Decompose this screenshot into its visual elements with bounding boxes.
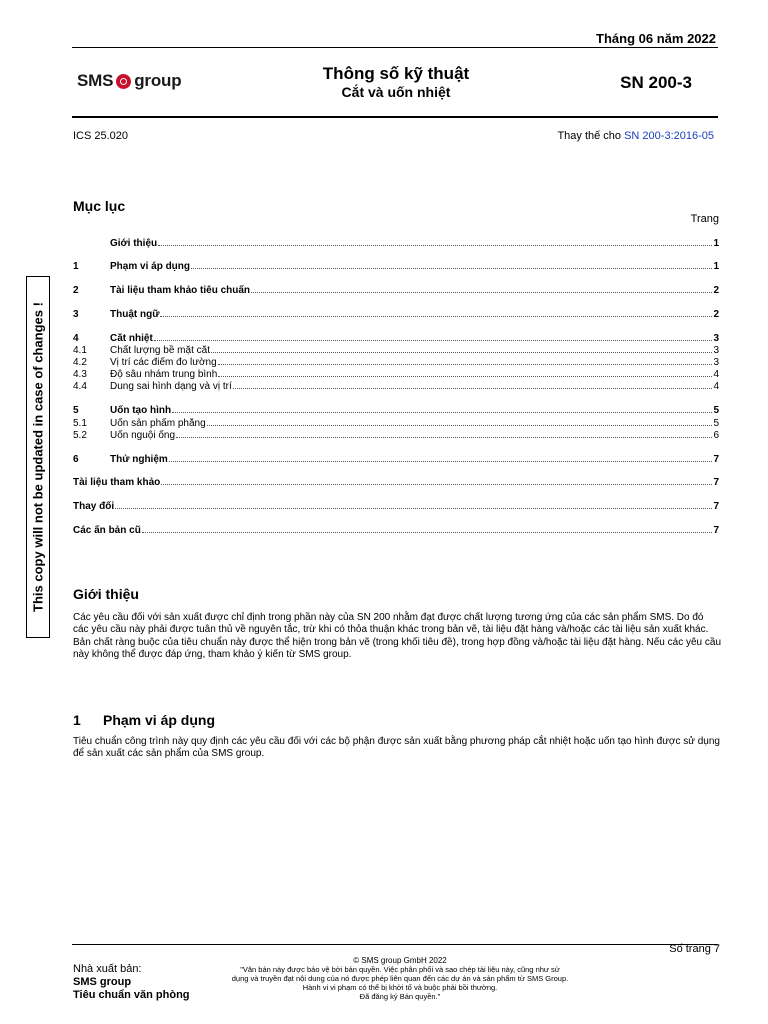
toc-entry-title: Giới thiệu	[110, 238, 158, 249]
logo-text-group: group	[134, 71, 182, 90]
toc-entry-page: 6	[713, 430, 719, 441]
logo-text-sms: SMS	[77, 71, 114, 90]
toc-entry-number: 4.2	[73, 357, 87, 368]
toc-leader	[161, 484, 712, 485]
toc-entry-title: Vị trí các điểm đo lường	[110, 357, 217, 368]
toc-leader	[154, 340, 713, 341]
toc-entry-title: Uốn tạo hình	[110, 405, 172, 416]
toc-entry-number: 5.2	[73, 430, 87, 441]
toc-entry-changes[interactable]	[73, 501, 719, 513]
copyright-line: Đã đăng ký Bản quyền."	[359, 992, 441, 1001]
page-count: Số trang 7	[669, 943, 720, 955]
toc-entry-page: 3	[713, 333, 719, 344]
publisher-block	[73, 963, 190, 1002]
toc-entry-page: 2	[713, 309, 719, 320]
toc-entry-page: 3	[713, 357, 719, 368]
sms-group-logo	[77, 71, 181, 91]
copyright-notice	[210, 956, 590, 1001]
toc-page-label: Trang	[690, 213, 719, 225]
toc-entry-number: 4.4	[73, 381, 87, 392]
toc-entry-page: 5	[713, 405, 719, 416]
toc-entry-title: Tài liệu tham khảo tiêu chuẩn	[110, 285, 251, 296]
toc-entry-4-3[interactable]	[73, 369, 719, 381]
toc-entry-number: 5	[73, 405, 79, 416]
toc-entry-page: 3	[713, 345, 719, 356]
toc-entry-page: 1	[713, 261, 719, 272]
toc-entry-title: Cắt nhiệt	[110, 333, 153, 344]
toc-entry-5-2[interactable]	[73, 430, 719, 442]
toc-leader	[176, 437, 712, 438]
toc-leader	[158, 245, 712, 246]
toc-entry-old-editions[interactable]	[73, 525, 719, 537]
ics-code: ICS 25.020	[73, 130, 129, 142]
toc-entry-page: 7	[713, 477, 719, 488]
replaces-link[interactable]: SN 200-3:2016-05	[624, 130, 714, 142]
toc-entry-title: Thuật ngữ	[110, 309, 160, 320]
toc-entry-5-1[interactable]	[73, 418, 719, 430]
toc-leader	[211, 352, 712, 353]
toc-entry-title: Dung sai hình dạng và vị trí	[110, 381, 232, 392]
toc-entry-page: 1	[713, 238, 719, 249]
section-1-paragraph: Tiêu chuẩn công trình này quy định các yêu cầu đối với các bộ phận được sản xuất bằng phương pháp cắt nhiệt hoặc uốn tạo hình được sử dụng để sản xuất các sản phẩm của SMS group.	[73, 736, 720, 760]
toc-leader	[251, 292, 712, 293]
toc-entry-4-2[interactable]	[73, 357, 719, 369]
copyright-line: "Văn bản này được bảo vệ bởi bản quyền. Việc phân phối và sao chép tài liệu này, cũng như sử	[240, 965, 560, 974]
toc-leader	[191, 268, 712, 269]
toc-entry-number: 4.1	[73, 345, 87, 356]
toc-leader	[160, 316, 712, 317]
toc-entry-number: 4	[73, 333, 79, 344]
copyright-line: Hành vi vi phạm có thể bị khởi tố và buộc phải bồi thường.	[302, 983, 498, 992]
toc-heading: Mục lục	[73, 198, 126, 214]
toc-entry-6[interactable]	[73, 454, 719, 466]
toc-entry-page: 4	[713, 369, 719, 380]
replaces-label: Thay thế cho	[557, 130, 622, 142]
toc-entry-title: Thử nghiệm	[110, 454, 168, 465]
toc-entry-title: Các ấn bản cũ	[73, 525, 141, 536]
intro-heading: Giới thiệu	[73, 586, 139, 602]
toc-entry-number: 5.1	[73, 418, 87, 429]
toc-entry-number: 1	[73, 261, 79, 272]
toc-entry-title: Phạm vi áp dụng	[110, 261, 191, 272]
toc-entry-3[interactable]	[73, 309, 719, 321]
section-1-number: 1	[73, 712, 81, 728]
side-notice-text: This copy will not be updated in case of changes !	[30, 302, 46, 612]
document-number: SN 200-3	[620, 73, 692, 92]
toc-entry-title: Uốn nguội ống	[110, 430, 176, 441]
toc-entry-page: 5	[713, 418, 719, 429]
document-subtitle: Cắt và uốn nhiệt	[341, 84, 451, 100]
toc-entry-number: 6	[73, 454, 79, 465]
top-divider	[72, 47, 718, 48]
toc-leader	[233, 388, 713, 389]
toc-entry-4[interactable]	[73, 333, 719, 345]
replaces-note	[557, 130, 714, 142]
toc-entry-title: Uốn sản phẩm phẳng	[110, 418, 206, 429]
toc-entry-title: Độ sâu nhám trung bình	[110, 369, 218, 380]
document-title-block	[260, 63, 532, 101]
copyright-line: dụng và truyền đạt nội dung của nó được phép liên quan đến các dự án và sản phẩm từ SMS Group.	[231, 974, 569, 983]
toc-entry-page: 2	[713, 285, 719, 296]
toc-leader	[218, 376, 712, 377]
toc-entry-4-4[interactable]	[73, 381, 719, 393]
intro-paragraph: Các yêu cầu đối với sản xuất được chỉ định trong phần này của SN 200 nhằm đạt được chất lượng tương ứng của các sản phẩm SMS. Do đó các yêu cầu này phải được tuân thủ về nguyên tắc, trừ khi có thỏa thuận khác trong bản vẽ, tài liệu đặt hàng và/hoặc các tài liệu sản xuất khác. Bản chất ràng buộc của tiêu chuẩn này được thể hiện trong bản vẽ (trong khối tiêu đề), trong hợp đồng và/hoặc tài liệu đặt hàng. Nếu các yêu cầu này không thể được đáp ứng, tham khảo ý kiến từ SMS group.	[73, 612, 722, 660]
toc-entry-title: Tài liệu tham khảo	[73, 477, 161, 488]
toc-entry-2[interactable]	[73, 285, 719, 297]
toc-entry-title: Chất lượng bề mặt cắt	[110, 345, 210, 356]
toc-entry-title: Thay đổi	[73, 501, 115, 512]
section-1-title: Phạm vi áp dụng	[103, 712, 216, 728]
toc-leader	[115, 508, 712, 509]
toc-entry-references[interactable]	[73, 477, 719, 489]
publisher-name: SMS group	[73, 976, 132, 988]
copyright-line: © SMS group GmbH 2022	[353, 956, 447, 965]
document-title: Thông số kỹ thuật	[322, 64, 470, 83]
issue-date: Tháng 06 năm 2022	[596, 31, 716, 46]
toc-leader	[172, 412, 712, 413]
toc-entry-page: 4	[713, 381, 719, 392]
toc-entry-page: 7	[713, 525, 719, 536]
toc-entry-number: 3	[73, 309, 79, 320]
header-divider	[72, 116, 718, 118]
publisher-label: Nhà xuất bản:	[73, 963, 142, 975]
toc-entry-page: 7	[713, 501, 719, 512]
section-1-heading	[73, 712, 215, 728]
toc-entry-4-1[interactable]	[73, 345, 719, 357]
toc-leader	[169, 461, 713, 462]
toc-entry-number: 2	[73, 285, 79, 296]
publisher-dept: Tiêu chuẩn văn phòng	[73, 989, 190, 1001]
footer-divider	[72, 944, 718, 945]
toc-leader	[207, 425, 713, 426]
toc-leader	[142, 532, 713, 533]
toc-entry-page: 7	[713, 454, 719, 465]
toc-leader	[218, 364, 713, 365]
toc-entry-1[interactable]	[73, 261, 719, 273]
logo-ring-icon	[116, 74, 131, 89]
toc-entry-intro[interactable]	[73, 238, 719, 250]
toc-entry-5[interactable]	[73, 405, 719, 417]
toc-entry-number: 4.3	[73, 369, 87, 380]
